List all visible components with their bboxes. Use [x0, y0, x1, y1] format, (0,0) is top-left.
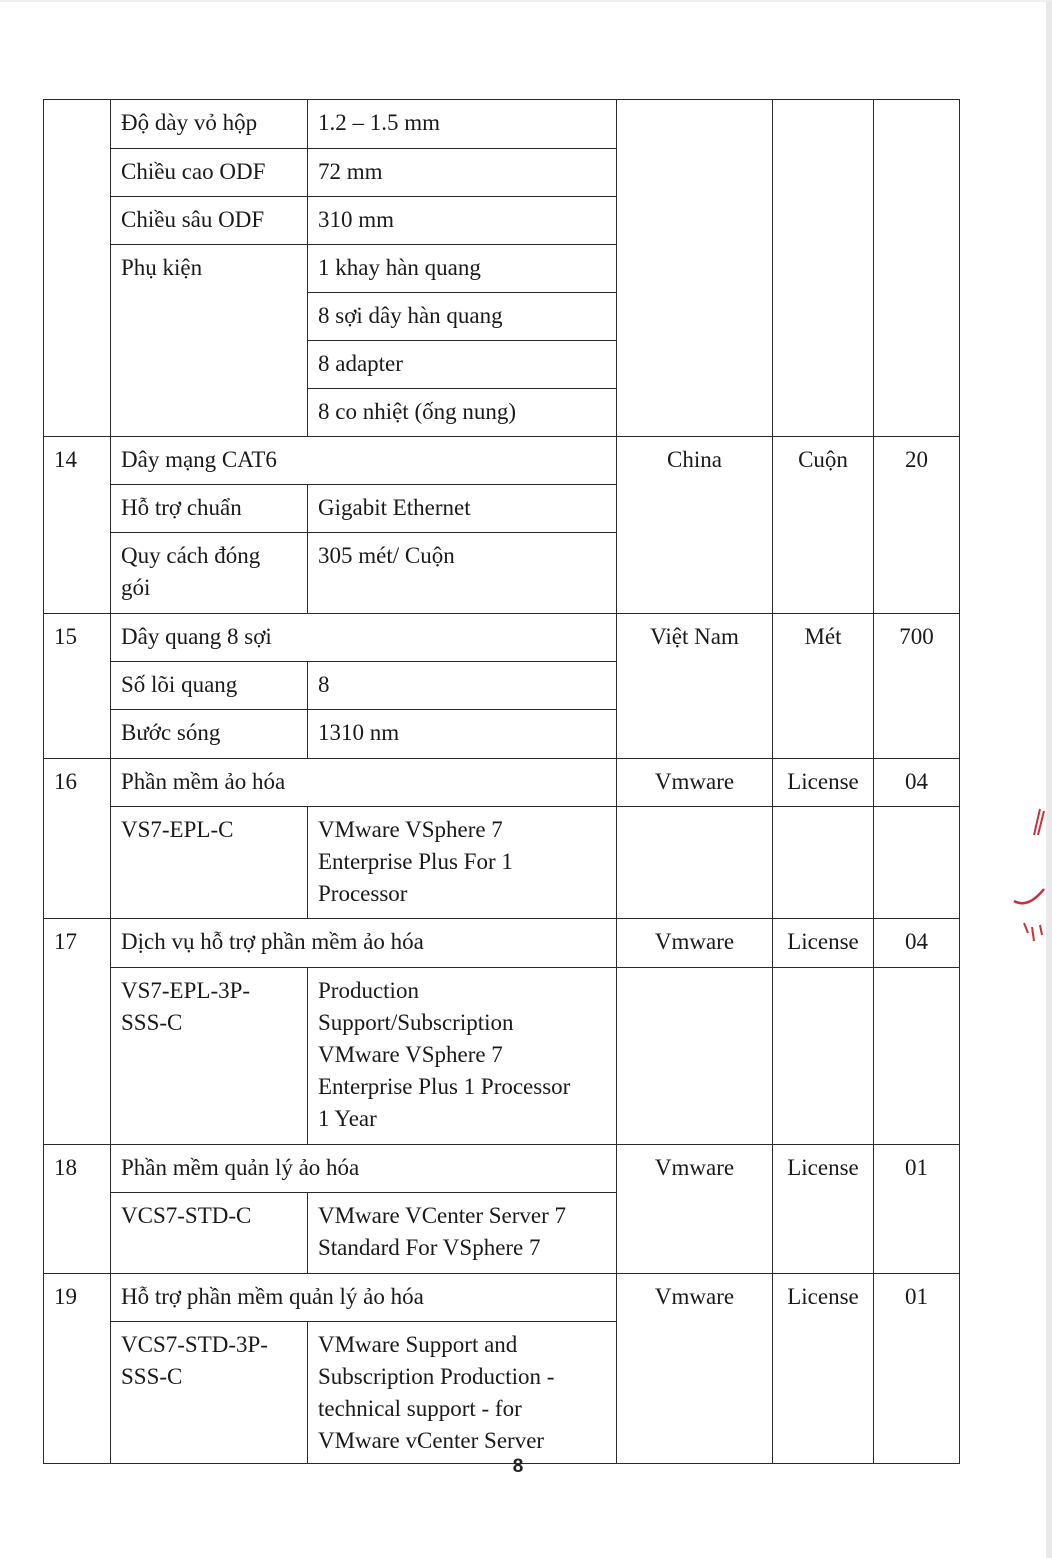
spec-value-cell: Production Support/Subscription VMware VSphere 7 Enterprise Plus 1 Processor 1 Year: [308, 968, 617, 1145]
table-row: [44, 614, 960, 662]
spec-name-cell: Độ dày vỏ hộp: [111, 100, 308, 149]
unit-cell: Mét: [773, 614, 874, 759]
unit-cell: [773, 968, 874, 1145]
table-row: [44, 1145, 960, 1193]
unit-cell: License: [773, 1274, 874, 1464]
qty-cell: [874, 100, 960, 437]
table-row: [44, 968, 960, 1145]
item-no-cell: 14: [44, 437, 111, 614]
table-row: [44, 919, 960, 968]
item-title-cell: Phần mềm ảo hóa: [111, 759, 617, 807]
item-no-cell: [44, 100, 111, 437]
origin-cell: Vmware: [617, 919, 773, 968]
spec-name-cell: VCS7-STD-C: [111, 1193, 308, 1274]
spec-name-cell: Chiều sâu ODF: [111, 197, 308, 245]
item-title-cell: Phần mềm quản lý ảo hóa: [111, 1145, 617, 1193]
table-row: [44, 759, 960, 807]
qty-cell: 01: [874, 1145, 960, 1274]
unit-cell: [773, 100, 874, 437]
item-title-cell: Dịch vụ hỗ trợ phần mềm ảo hóa: [111, 919, 617, 968]
spec-name-cell: Chiều cao ODF: [111, 149, 308, 197]
item-no-cell: 18: [44, 1145, 111, 1274]
spec-value-cell: 8 sợi dây hàn quang: [308, 293, 617, 341]
table-row: [44, 437, 960, 485]
spec-name-cell: Phụ kiện: [111, 245, 308, 437]
origin-cell: Vmware: [617, 759, 773, 807]
seal-stamp-fragment: [1010, 805, 1050, 955]
unit-cell: License: [773, 1145, 874, 1274]
item-no-cell: 15: [44, 614, 111, 759]
origin-cell: Việt Nam: [617, 614, 773, 759]
spec-value-cell: VMware Support and Subscription Production - technical support - for VMware vCenter Server: [308, 1322, 617, 1464]
table-row: [44, 807, 960, 919]
origin-cell: Vmware: [617, 1274, 773, 1464]
spec-value-cell: VMware VCenter Server 7 Standard For VSphere 7: [308, 1193, 617, 1274]
item-title-cell: Hỗ trợ phần mềm quản lý ảo hóa: [111, 1274, 617, 1322]
qty-cell: 01: [874, 1274, 960, 1464]
qty-cell: 04: [874, 919, 960, 968]
spec-name-cell: Số lõi quang: [111, 662, 308, 710]
spec-name-cell: Bước sóng: [111, 710, 308, 759]
spec-name-cell: VCS7-STD-3P- SSS-C: [111, 1322, 308, 1464]
spec-name-cell: VS7-EPL-C: [111, 807, 308, 919]
origin-cell: [617, 968, 773, 1145]
spec-name-cell: VS7-EPL-3P- SSS-C: [111, 968, 308, 1145]
unit-cell: [773, 807, 874, 919]
origin-cell: Vmware: [617, 1145, 773, 1274]
spec-value-cell: VMware VSphere 7 Enterprise Plus For 1 Processor: [308, 807, 617, 919]
qty-cell: [874, 968, 960, 1145]
spec-value-cell: 1 khay hàn quang: [308, 245, 617, 293]
spec-table: [43, 99, 960, 1464]
spec-value-cell: 8 co nhiệt (ống nung): [308, 389, 617, 437]
qty-cell: [874, 807, 960, 919]
unit-cell: Cuộn: [773, 437, 874, 614]
unit-cell: License: [773, 759, 874, 807]
spec-name-cell: Quy cách đóng gói: [111, 533, 308, 614]
qty-cell: 04: [874, 759, 960, 807]
spec-value-cell: 8: [308, 662, 617, 710]
spec-value-cell: 310 mm: [308, 197, 617, 245]
spec-value-cell: Gigabit Ethernet: [308, 485, 617, 533]
table-row: [44, 100, 960, 149]
page-number: 8: [512, 1456, 524, 1477]
table-row: [44, 1274, 960, 1322]
spec-value-cell: 305 mét/ Cuộn: [308, 533, 617, 614]
item-title-cell: Dây mạng CAT6: [111, 437, 617, 485]
spec-value-cell: 1310 nm: [308, 710, 617, 759]
qty-cell: 20: [874, 437, 960, 614]
item-title-cell: Dây quang 8 sợi: [111, 614, 617, 662]
unit-cell: License: [773, 919, 874, 968]
item-no-cell: 16: [44, 759, 111, 919]
spec-name-cell: Hỗ trợ chuẩn: [111, 485, 308, 533]
origin-cell: [617, 807, 773, 919]
qty-cell: 700: [874, 614, 960, 759]
spec-value-cell: 1.2 – 1.5 mm: [308, 100, 617, 149]
spec-value-cell: 72 mm: [308, 149, 617, 197]
spec-value-cell: 8 adapter: [308, 341, 617, 389]
origin-cell: [617, 100, 773, 437]
origin-cell: China: [617, 437, 773, 614]
item-no-cell: 19: [44, 1274, 111, 1464]
item-no-cell: 17: [44, 919, 111, 1145]
